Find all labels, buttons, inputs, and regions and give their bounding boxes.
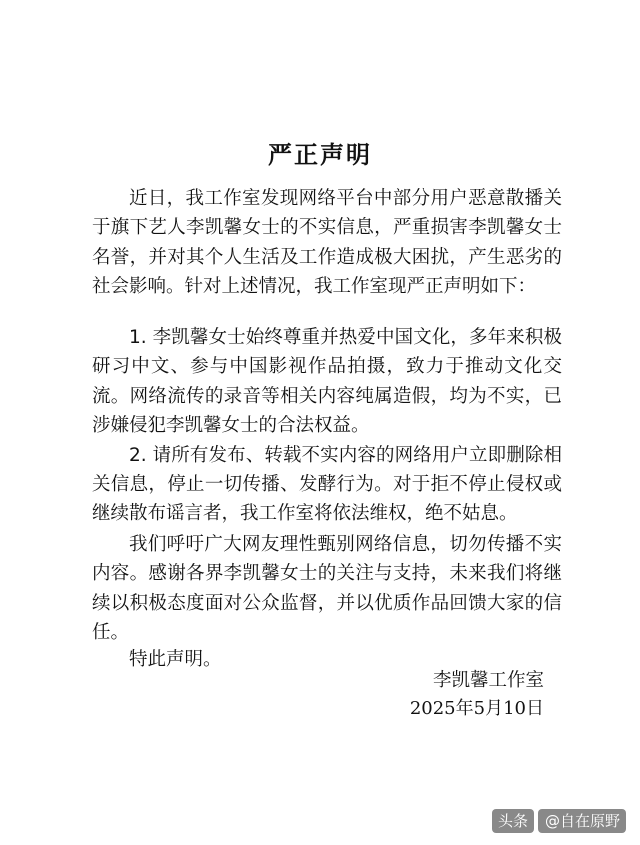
statement-list (92, 323, 562, 529)
closing-line: 特此声明。 (129, 649, 222, 670)
signature-date: 2025年5月10日 (409, 698, 544, 719)
page-title: 严正声明 (268, 141, 372, 169)
list-item: 1. 李凯馨女士始终尊重并热爱中国文化，多年来积极研习中文、参与中国影视作品拍摄，致力于推动文化交流。网络流传的录音等相关内容纯属造假，均为不实，已涉嫌侵犯李凯馨女士的合法权益。 (92, 327, 562, 437)
signature: 李凯馨工作室 (432, 670, 544, 691)
watermark-brand: 头条 (492, 809, 534, 833)
appeal-paragraph: 我们呼吁广大网友理性甄别网络信息，切勿传播不实内容。感谢各界李凯馨女士的关注与支持，未来我们将继续以积极态度面对公众监督，并以优质作品回馈大家的信任。 (92, 534, 562, 644)
intro-paragraph: 近日，我工作室发现网络平台中部分用户恶意散播关于旗下艺人李凯馨女士的不实信息，严重损害李凯馨女士名誉，并对其个人生活及工作造成极大困扰，产生恶劣的社会影响。针对上述情况，我工作室现严正声明如下： (92, 188, 562, 298)
source-watermark (492, 809, 626, 833)
watermark-author-pill (538, 809, 626, 833)
watermark-author: @自在原野 (544, 812, 620, 830)
list-item: 2. 请所有发布、转载不实内容的网络用户立即删除相关信息，停止一切传播、发酵行为。对于拒不停止侵权或继续散布谣言者，我工作室将依法维权，绝不姑息。 (92, 444, 562, 525)
